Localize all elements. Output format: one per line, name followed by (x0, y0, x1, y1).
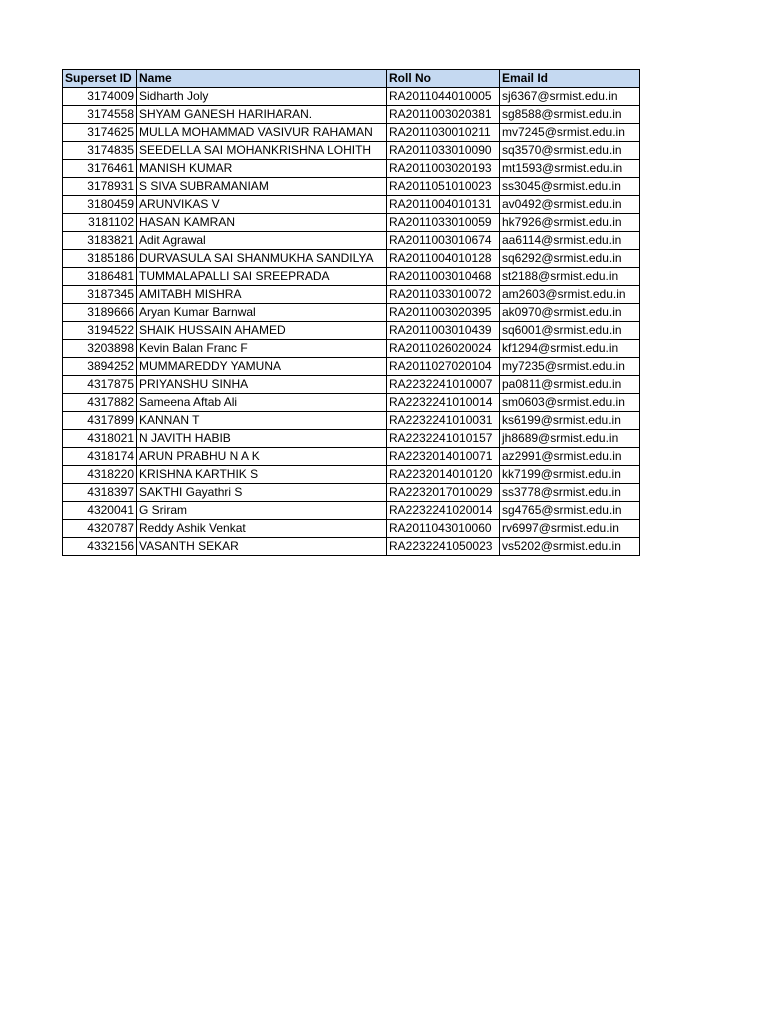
cell-superset-id: 4318220 (63, 466, 137, 484)
cell-name: G Sriram (137, 502, 387, 520)
cell-name: Reddy Ashik Venkat (137, 520, 387, 538)
cell-email-id: av0492@srmist.edu.in (500, 196, 640, 214)
table-row (63, 502, 640, 520)
table-header (63, 70, 640, 88)
cell-email-id: sm0603@srmist.edu.in (500, 394, 640, 412)
cell-email-id: sg8588@srmist.edu.in (500, 106, 640, 124)
cell-roll-no: RA2011003020395 (387, 304, 500, 322)
cell-email-id: aa6114@srmist.edu.in (500, 232, 640, 250)
cell-email-id: sj6367@srmist.edu.in (500, 88, 640, 106)
cell-roll-no: RA2232014010071 (387, 448, 500, 466)
cell-name: Kevin Balan Franc F (137, 340, 387, 358)
cell-superset-id: 4318021 (63, 430, 137, 448)
cell-superset-id: 4320787 (63, 520, 137, 538)
cell-email-id: jh8689@srmist.edu.in (500, 430, 640, 448)
cell-superset-id: 3189666 (63, 304, 137, 322)
cell-name: TUMMALAPALLI SAI SREEPRADA (137, 268, 387, 286)
cell-roll-no: RA2232014010120 (387, 466, 500, 484)
cell-name: MUMMAREDDY YAMUNA (137, 358, 387, 376)
cell-roll-no: RA2232241050023 (387, 538, 500, 556)
column-header-roll-no: Roll No (387, 70, 500, 88)
cell-email-id: az2991@srmist.edu.in (500, 448, 640, 466)
table-row (63, 520, 640, 538)
cell-roll-no: RA2232241020014 (387, 502, 500, 520)
cell-roll-no: RA2232241010007 (387, 376, 500, 394)
cell-roll-no: RA2011003010674 (387, 232, 500, 250)
student-table (62, 69, 640, 556)
cell-roll-no: RA2011030010211 (387, 124, 500, 142)
table-row (63, 376, 640, 394)
cell-superset-id: 3174558 (63, 106, 137, 124)
cell-name: N JAVITH HABIB (137, 430, 387, 448)
table-row (63, 322, 640, 340)
cell-email-id: my7235@srmist.edu.in (500, 358, 640, 376)
cell-superset-id: 4317882 (63, 394, 137, 412)
cell-superset-id: 3894252 (63, 358, 137, 376)
cell-roll-no: RA2011043010060 (387, 520, 500, 538)
table-row (63, 160, 640, 178)
cell-name: SAKTHI Gayathri S (137, 484, 387, 502)
cell-superset-id: 3187345 (63, 286, 137, 304)
table-row (63, 142, 640, 160)
cell-roll-no: RA2011026020024 (387, 340, 500, 358)
cell-name: ARUNVIKAS V (137, 196, 387, 214)
cell-email-id: am2603@srmist.edu.in (500, 286, 640, 304)
cell-email-id: ks6199@srmist.edu.in (500, 412, 640, 430)
cell-superset-id: 3194522 (63, 322, 137, 340)
cell-roll-no: RA2011003010439 (387, 322, 500, 340)
cell-name: KRISHNA KARTHIK S (137, 466, 387, 484)
cell-email-id: rv6997@srmist.edu.in (500, 520, 640, 538)
cell-superset-id: 4320041 (63, 502, 137, 520)
cell-roll-no: RA2011003020381 (387, 106, 500, 124)
cell-name: AMITABH MISHRA (137, 286, 387, 304)
cell-email-id: vs5202@srmist.edu.in (500, 538, 640, 556)
cell-name: SHYAM GANESH HARIHARAN. (137, 106, 387, 124)
cell-roll-no: RA2232241010031 (387, 412, 500, 430)
cell-name: Sameena Aftab Ali (137, 394, 387, 412)
cell-superset-id: 4318397 (63, 484, 137, 502)
table-row (63, 466, 640, 484)
cell-roll-no: RA2011044010005 (387, 88, 500, 106)
cell-superset-id: 3186481 (63, 268, 137, 286)
table-body (63, 88, 640, 556)
cell-email-id: pa0811@srmist.edu.in (500, 376, 640, 394)
cell-name: Aryan Kumar Barnwal (137, 304, 387, 322)
table-row (63, 286, 640, 304)
cell-email-id: ss3778@srmist.edu.in (500, 484, 640, 502)
cell-roll-no: RA2011003010468 (387, 268, 500, 286)
cell-name: S SIVA SUBRAMANIAM (137, 178, 387, 196)
table-row (63, 88, 640, 106)
header-row (63, 70, 640, 88)
cell-superset-id: 3178931 (63, 178, 137, 196)
table-row (63, 106, 640, 124)
cell-superset-id: 3174625 (63, 124, 137, 142)
table-row (63, 304, 640, 322)
cell-roll-no: RA2011033010072 (387, 286, 500, 304)
cell-roll-no: RA2011033010090 (387, 142, 500, 160)
cell-email-id: sq6001@srmist.edu.in (500, 322, 640, 340)
table-row (63, 430, 640, 448)
cell-email-id: mv7245@srmist.edu.in (500, 124, 640, 142)
cell-email-id: kf1294@srmist.edu.in (500, 340, 640, 358)
cell-email-id: ak0970@srmist.edu.in (500, 304, 640, 322)
table-row (63, 250, 640, 268)
table-row (63, 412, 640, 430)
cell-superset-id: 3174009 (63, 88, 137, 106)
cell-superset-id: 4318174 (63, 448, 137, 466)
cell-name: KANNAN T (137, 412, 387, 430)
table-row (63, 484, 640, 502)
cell-roll-no: RA2232241010014 (387, 394, 500, 412)
table-row (63, 538, 640, 556)
cell-name: Sidharth Joly (137, 88, 387, 106)
cell-email-id: st2188@srmist.edu.in (500, 268, 640, 286)
cell-roll-no: RA2011033010059 (387, 214, 500, 232)
cell-email-id: mt1593@srmist.edu.in (500, 160, 640, 178)
table-row (63, 358, 640, 376)
table-row (63, 214, 640, 232)
column-header-superset-id: Superset ID (63, 70, 137, 88)
table-row (63, 448, 640, 466)
cell-superset-id: 3183821 (63, 232, 137, 250)
cell-superset-id: 4317875 (63, 376, 137, 394)
cell-name: MANISH KUMAR (137, 160, 387, 178)
table-row (63, 232, 640, 250)
cell-superset-id: 3180459 (63, 196, 137, 214)
cell-roll-no: RA2011004010128 (387, 250, 500, 268)
column-header-email-id: Email Id (500, 70, 640, 88)
cell-name: Adit Agrawal (137, 232, 387, 250)
cell-name: SHAIK HUSSAIN AHAMED (137, 322, 387, 340)
table-row (63, 268, 640, 286)
table-row (63, 394, 640, 412)
cell-roll-no: RA2011003020193 (387, 160, 500, 178)
cell-name: SEEDELLA SAI MOHANKRISHNA LOHITH (137, 142, 387, 160)
table-row (63, 340, 640, 358)
cell-roll-no: RA2232241010157 (387, 430, 500, 448)
cell-name: PRIYANSHU SINHA (137, 376, 387, 394)
cell-superset-id: 3174835 (63, 142, 137, 160)
cell-name: ARUN PRABHU N A K (137, 448, 387, 466)
cell-superset-id: 3185186 (63, 250, 137, 268)
cell-name: DURVASULA SAI SHANMUKHA SANDILYA (137, 250, 387, 268)
cell-email-id: hk7926@srmist.edu.in (500, 214, 640, 232)
cell-email-id: sq6292@srmist.edu.in (500, 250, 640, 268)
table-row (63, 196, 640, 214)
cell-superset-id: 3203898 (63, 340, 137, 358)
cell-email-id: sg4765@srmist.edu.in (500, 502, 640, 520)
cell-email-id: sq3570@srmist.edu.in (500, 142, 640, 160)
cell-superset-id: 4332156 (63, 538, 137, 556)
cell-name: HASAN KAMRAN (137, 214, 387, 232)
cell-roll-no: RA2232017010029 (387, 484, 500, 502)
cell-roll-no: RA2011051010023 (387, 178, 500, 196)
cell-email-id: kk7199@srmist.edu.in (500, 466, 640, 484)
cell-roll-no: RA2011027020104 (387, 358, 500, 376)
table-row (63, 178, 640, 196)
cell-name: MULLA MOHAMMAD VASIVUR RAHAMAN (137, 124, 387, 142)
cell-email-id: ss3045@srmist.edu.in (500, 178, 640, 196)
cell-name: VASANTH SEKAR (137, 538, 387, 556)
column-header-name: Name (137, 70, 387, 88)
table-row (63, 124, 640, 142)
cell-superset-id: 3176461 (63, 160, 137, 178)
cell-roll-no: RA2011004010131 (387, 196, 500, 214)
cell-superset-id: 4317899 (63, 412, 137, 430)
cell-superset-id: 3181102 (63, 214, 137, 232)
